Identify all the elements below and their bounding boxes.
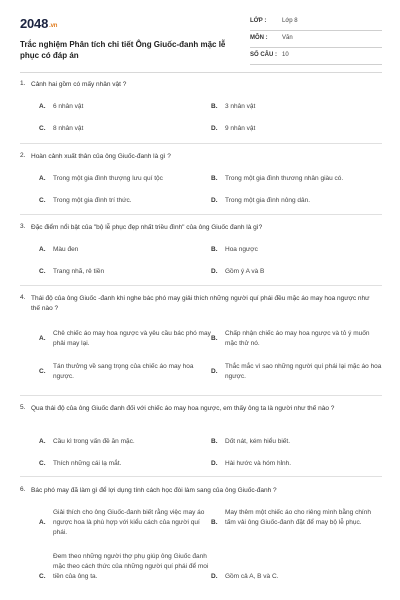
option-key: B. (211, 335, 218, 342)
option-text: 6 nhân vật (53, 103, 84, 110)
question-number: 1. (20, 80, 26, 87)
option-text: Chấp nhận chiếc áo may hoa ngược và tỏ ý muốn mặc thử nó. (225, 330, 370, 347)
question-text: Bác phó may đã làm gì để lợi dụng tính cách học đòi làm sang của ông Giuốc-đanh ? (31, 487, 277, 494)
option-key: B. (211, 438, 218, 445)
question-divider (20, 285, 382, 286)
option-key: C. (39, 573, 46, 580)
question-number: 6. (20, 486, 26, 493)
option-key: C. (39, 268, 46, 275)
option-key: B. (211, 103, 218, 110)
meta-value: Lớp 8 (282, 18, 298, 24)
option-key: A. (39, 103, 46, 110)
question-number: 3. (20, 223, 26, 230)
meta-key: LỚP : (250, 18, 267, 24)
option-key: C. (39, 368, 46, 375)
option-text: May thêm một chiếc áo cho riêng mình bằng chính tấm vải ông Giuốc-đanh đặt để may bộ lễ phục. (225, 509, 371, 526)
option-text: Tán thưởng về sang trọng của chiếc áo may hoa ngược. (53, 363, 194, 380)
meta-value: Văn (282, 35, 293, 41)
option-key: A. (39, 246, 46, 253)
option-key: B. (211, 519, 218, 526)
option-key: D. (211, 460, 218, 467)
option-key: D. (211, 368, 218, 375)
question-number: 2. (20, 152, 26, 159)
option-text: Cầu kì trong vấn đề ăn mặc. (53, 438, 135, 445)
option-key: A. (39, 335, 46, 342)
option-key: A. (39, 175, 46, 182)
logo-suffix: .vn (49, 23, 58, 29)
option-text: Thắc mắc vì sao những người quí phái lại mặc áo hoa ngược. (225, 363, 382, 380)
option-text: Trong một gia đình thượng lưu quí tộc (53, 175, 163, 182)
meta-row-subject (250, 31, 382, 48)
option-key: A. (39, 438, 46, 445)
option-text: Dốt nát, kém hiểu biết. (225, 438, 291, 445)
header-divider (20, 72, 382, 73)
option-text: Giải thích cho ông Giuốc-đanh biết rằng việc may áo ngược hoa là phù hợp với kiểu cách của người quí phái. (53, 509, 205, 536)
option-text: Hài hước và hóm hỉnh. (225, 460, 292, 467)
option-text: Màu đen (53, 246, 79, 253)
question-text: Cảnh hai gồm có mấy nhân vật ? (31, 81, 127, 88)
option-key: A. (39, 519, 46, 526)
option-key: D. (211, 125, 218, 132)
option-text: Chê chiếc áo may hoa ngược và yêu cầu bác phó may phải may lại. (53, 330, 211, 347)
option-key: D. (211, 197, 218, 204)
option-text: Đem theo những người thợ phụ giúp ông Giuốc đanh mặc theo cách thức của những người quí phái để moi tiền của ông ta. (53, 553, 209, 580)
question-text: Hoàn cảnh xuất thân của ông Giuốc-đanh là gì ? (31, 153, 171, 160)
option-text: Trong một gia đình thương nhân giàu có. (225, 175, 344, 182)
option-text: Hoa ngược (225, 246, 258, 253)
option-key: C. (39, 197, 46, 204)
option-key: D. (211, 573, 218, 580)
site-logo[interactable] (20, 16, 57, 31)
option-text: 9 nhân vật (225, 125, 256, 132)
question-divider (20, 143, 382, 144)
option-key: D. (211, 268, 218, 275)
meta-row-class (250, 14, 382, 31)
meta-table (250, 14, 382, 65)
question-divider (20, 214, 382, 215)
option-text: Thích những cái lạ mắt. (53, 460, 122, 467)
option-key: B. (211, 246, 218, 253)
meta-key: MÔN : (250, 35, 268, 41)
question-number: 5. (20, 404, 26, 411)
meta-key: SỐ CÂU : (250, 52, 277, 58)
question-divider (20, 476, 382, 477)
option-key: C. (39, 125, 46, 132)
option-text: Trong một gia đình trí thức. (53, 197, 132, 204)
question-text: Thái độ của ông Giuốc -đanh khi nghe bác phó may giải thích những người quí phái đều mặc áo may hoa ngược như thế nào ? (31, 295, 370, 312)
option-text: Gồm cả A, B và C. (225, 573, 279, 580)
logo-text: 2048 (20, 16, 49, 31)
question-text: Qua thái độ của ông Giuốc đanh đối với chiếc áo may hoa ngược, em thấy ông ta là người như thế nào ? (31, 405, 335, 412)
option-key: B. (211, 175, 218, 182)
question-divider (20, 395, 382, 396)
page-header (20, 14, 382, 68)
question-text: Đặc điểm nổi bật của "bộ lễ phục đẹp nhất triều đình" của ông Giuốc đanh là gì? (31, 224, 263, 231)
document-title: Trắc nghiệm Phân tích chi tiết Ông Giuốc-đanh mặc lễ phục có đáp án (20, 40, 226, 60)
question-number: 4. (20, 294, 26, 301)
option-text: Gồm ý A và B (225, 268, 265, 275)
option-text: Trang nhã, rẻ tiền (53, 268, 105, 275)
option-key: C. (39, 460, 46, 467)
option-text: Trong một gia đình nông dân. (225, 197, 311, 204)
meta-row-count (250, 48, 382, 65)
meta-value: 10 (282, 52, 289, 58)
option-text: 8 nhân vật (53, 125, 84, 132)
option-text: 3 nhân vật (225, 103, 256, 110)
